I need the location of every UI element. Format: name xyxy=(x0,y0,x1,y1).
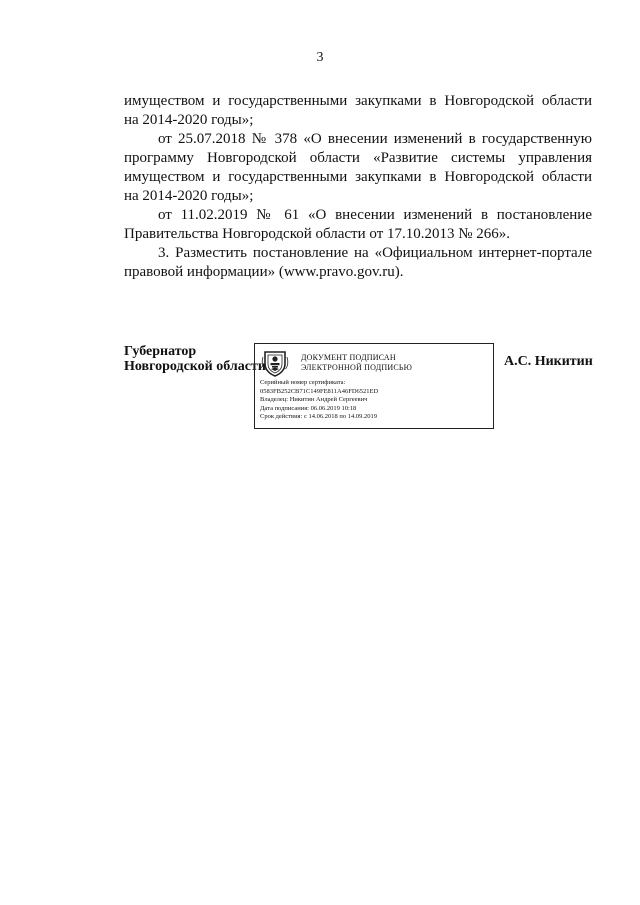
coat-of-arms-icon xyxy=(261,349,289,377)
stamp-validity: Срок действия: с 14.06.2018 по 14.09.2019 xyxy=(260,413,377,420)
signatory-title-line: Губернатор xyxy=(124,344,197,359)
paragraph-item-3 xyxy=(124,244,592,282)
paragraph-decree-61 xyxy=(124,206,592,244)
text-line: 3. Разместить постановление на «Официальном интернет-портале xyxy=(158,245,592,261)
stamp-serial-value: 0583FB252CB71C149FE811A46FD6521ED xyxy=(260,387,379,395)
signatory-title-line: Новгородской области xyxy=(124,359,266,374)
signatory-name: А.С. Никитин xyxy=(504,354,593,369)
stamp-header xyxy=(301,353,412,373)
text-line: имуществом и государственными закупками в Новгородской области xyxy=(124,93,592,109)
stamp-header-line: ЭЛЕКТРОННОЙ ПОДПИСЬЮ xyxy=(301,363,413,372)
text-line: на 2014-2020 годы»; xyxy=(124,188,254,204)
text-line: на 2014-2020 годы»; xyxy=(124,112,254,128)
signatory-title xyxy=(124,344,266,374)
stamp-details xyxy=(260,379,378,422)
text-line: Правительства Новгородской области от 17.10.2013 № 266». xyxy=(124,226,511,242)
paragraph-decree-378 xyxy=(124,130,592,206)
text-line: имуществом и государственными закупками в Новгородской области xyxy=(124,169,592,185)
text-line: правовой информации» (www.pravo.gov.ru). xyxy=(124,264,404,280)
paragraph-continuation xyxy=(124,92,592,130)
document-body xyxy=(124,92,592,282)
stamp-serial-label: Серийный номер сертификата: xyxy=(260,379,346,386)
text-line: от 11.02.2019 № 61 «О внесении изменений в постановление xyxy=(158,207,592,223)
electronic-signature-stamp xyxy=(254,343,494,429)
stamp-header-line: ДОКУМЕНТ ПОДПИСАН xyxy=(301,353,396,362)
text-line: программу Новгородской области «Развитие системы управления xyxy=(124,150,592,166)
page-number: 3 xyxy=(316,50,324,65)
text-line: от 25.07.2018 № 378 «О внесении изменений в государственную xyxy=(158,131,592,147)
stamp-owner: Владелец: Никитин Андрей Сергеевич xyxy=(260,396,368,403)
stamp-signed-date: Дата подписания: 06.06.2019 10:18 xyxy=(260,404,357,412)
